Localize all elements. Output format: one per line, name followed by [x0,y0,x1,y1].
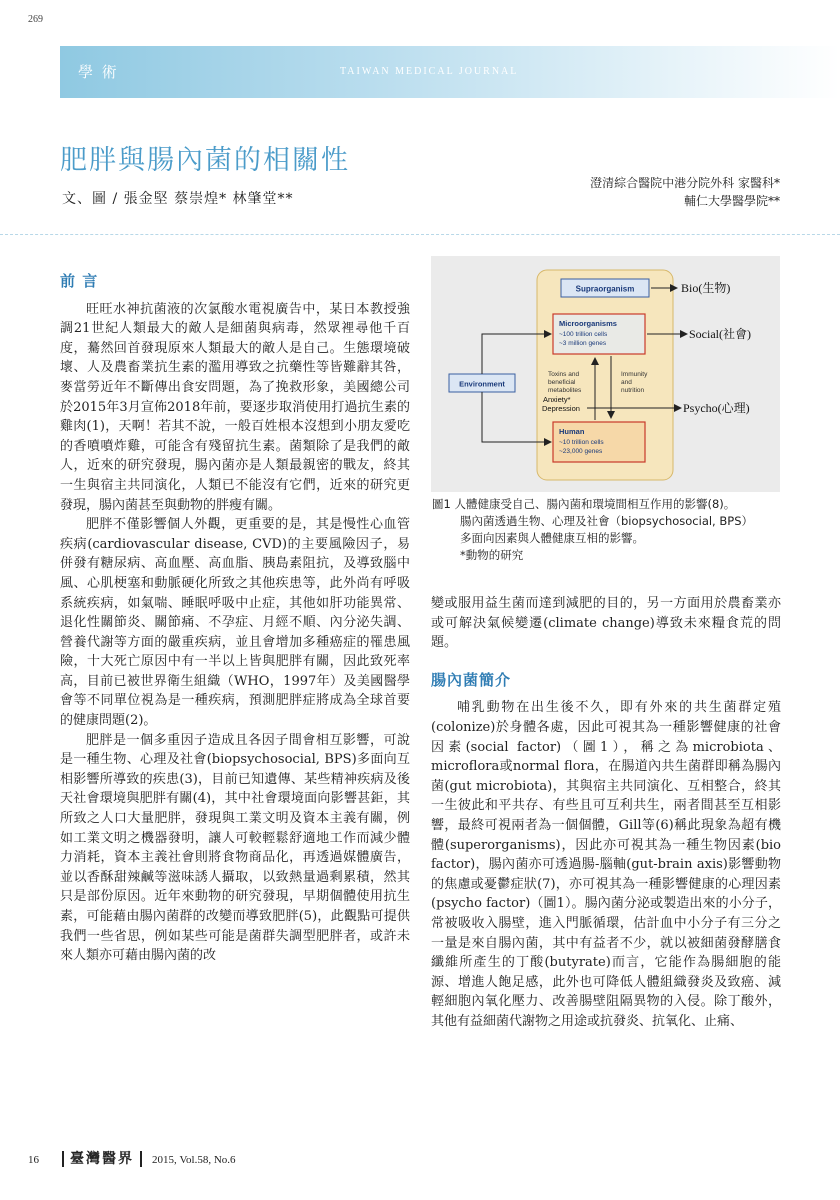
depression-label: Depression [542,404,580,413]
intro-paragraph-2: 肥胖不僅影響個人外觀，更重要的是，其是慢性心血管疾病(cardiovascular disease, CVD)的主要風險因子，易併發有糖尿病、高血壓、高血脂、胰島素阻抗，及導致腦中風、心肌梗塞和動脈硬化所致之其他疾患等，此外尚有呼吸系統疾病，如氣喘、睡眠呼吸中止症，其他如肝功能異常、退化性關節炎、關節痛、不孕症、月經不順、內分泌失調、營養代謝等方面的嚴重疾病，並且會增加多種癌症的罹患風險，十大死亡原因中有一半以上皆與肥胖有關，因此致死率高，目前已被世界衛生組織（WHO，1997年）及美國醫學會等不同單位視為是一種疾病，預測肥胖症將成為全球首要的健康問題(2)。 [60,517,410,729]
right-column [431,594,781,1031]
author-affiliations [590,174,780,210]
metabolites-label: metabolites [548,387,582,394]
human-label: Human [559,427,585,436]
intro-paragraph-3: 肥胖是一個多重因子造成且各因子間會相互影響，可說是一種生物、心理及社會(biopsychosocial, BPS)多面向互相影響所導致的疾患(3)，目前已知遺傳、某些精神疾病及後天社會環境與肥胖有關(4)，其中社會環境面向影響甚鉅，其所致之人口大量肥胖，發現與工業文明及資本主義有關，例如工業文明之機器發明，讓人可較輕鬆舒適地工作而減少體力消耗，資本主義社會則將食物商品化，再透過媒體廣告，並以香酥甜辣鹹等滋味誘人攝取，以致熱量過剩累積，然其只是部份原因。近年來動物的研究發現，早期個體使用抗生素，可能藉由腸內菌群的改變而導致肥胖(5)，此觀點可提供我們一些省思，例如某些可能是菌群失調型肥胖者，或許未來人類亦可藉由腸內菌的改 [60,732,410,964]
micro-cells-label: ~100 trillion cells [559,331,608,338]
human-cells-label: ~10 trillion cells [559,439,604,446]
left-column [60,272,410,966]
figure-caption [432,496,782,564]
header-divider [0,234,840,235]
caption-line-1: 圖1 人體健康受自己、腸內菌和環境間相互作用的影響(8)。 [432,497,736,511]
immunity-label: Immunity [621,371,648,378]
affiliation-2: 輔仁大學醫學院** [683,194,780,208]
gut-microbiota-paragraph: 哺乳動物在出生後不久，即有外來的共生菌群定殖(colonize)於身體各處，因此可視其為一種影響健康的社會因素(social factor)（圖1），稱之為microbiota、microflora或normal flora，在腸道內共生菌群即稱為腸內菌(gut microbiota)，其與宿主共同演化、互相整合，終其一生彼此和平共存、有些且可互利共生，兩者間甚至互相影響，最終可視兩者為一個個體，Gill等(6)稱此現象為超有機體(superorganisms)，因此亦可視其為一種生物因素(bio factor)，腸內菌亦可透過腸-腦軸(gut-brain axis)影響動物的焦慮或憂鬱症狀(7)，亦可視其為一種影響健康的心理因素(psycho factor)（圖1）。腸內菌分泌或製造出來的小分子，常被吸收入腸壁，進入門脈循環，估計血中小分子有三分之一量是來自腸內菌，其中有益者不少，就以被細菌發酵膳食纖維所產生的丁酸(butyrate)而言，它能作為腸細胞的能源、增進人飽足感，此外也可降低人體組織發炎及致癌、減輕細胞內氧化壓力、改善腸壁阻隔異物的入侵。除丁酸外，其他有益細菌代謝物之用途或抗發炎、抗氧化、止痛、 [431,700,781,1029]
biopsychosocial-diagram [431,256,780,492]
figure-1 [431,256,780,492]
microorganisms-label: Microorganisms [559,319,617,328]
journal-name: TAIWAN MEDICAL JOURNAL [340,66,519,77]
section-banner [60,46,840,98]
intro-paragraph-1: 旺旺水神抗菌液的次氯酸水電視廣告中，某日本教授強調21世紀人類最大的敵人是細菌與病毒，然眾裡尋他千百度，驀然回首發現原來人類最大的敵人是自己。生態環境破壞、人及農畜業抗生素的濫用導致之抗藥性等皆難辭其咎，麥當勞近年不斷傳出食安問題，為了挽救形象，美國總公司於2015年3月宣佈2018年前，要逐步取消使用打過抗生素的雞肉(1)，天啊！若其不說，一般百姓根本沒想到小朋友愛吃的香噴噴炸雞，可能含有殘留抗生素。菌類除了是我們的敵人，近來的研究發現，腸內菌亦是人類最親密的戰友，終其一生與宿主共同演化，人類已不能沒有它們，近來的研究更發現，腸內菌甚至與動物的胖瘦有關。 [60,301,410,513]
nutrition-label: nutrition [621,387,645,394]
top-page-number: 269 [28,14,43,25]
and-label: and [621,379,632,386]
psycho-label: Psycho(心理) [683,401,750,415]
footer-page-number: 16 [28,1154,39,1166]
caption-line-4: *動物的研究 [460,548,524,562]
affiliation-1: 澄清綜合醫院中港分院外科 家醫科* [590,176,780,190]
article-title: 肥胖與腸內菌的相關性 [60,145,350,176]
environment-label: Environment [459,379,505,389]
social-label: Social(社會) [689,327,751,341]
article-authors: 文、圖 / 張金堅 蔡崇煌* 林肇堂** [62,191,294,207]
micro-genes-label: ~3 million genes [559,340,607,347]
section-label: 學 術 [78,63,119,81]
human-genes-label: ~23,000 genes [559,448,603,455]
page-footer [28,1148,236,1168]
caption-line-2: 腸內菌透過生物、心理及社會（biopsychosocial, BPS） [460,514,753,528]
continuation-paragraph: 變或服用益生菌而達到減肥的目的，另一方面用於農畜業亦或可解決氣候變遷(climate change)導致未來糧食荒的問題。 [431,596,781,651]
anxiety-label: Anxiety* [543,395,571,404]
toxins-label: Toxins and [548,371,580,378]
issue-info: 2015, Vol.58, No.6 [152,1154,236,1166]
section-heading-gut-microbiota: 腸內菌簡介 [431,670,512,689]
supraorganism-label: Supraorganism [575,284,635,294]
magazine-logo: 臺灣醫界 [62,1151,142,1167]
beneficial-label: beneficial [548,379,576,386]
section-heading-intro: 前 言 [60,272,99,290]
bio-label: Bio(生物) [681,281,731,295]
caption-line-3: 多面向因素與人體健康互相的影響。 [460,531,644,545]
